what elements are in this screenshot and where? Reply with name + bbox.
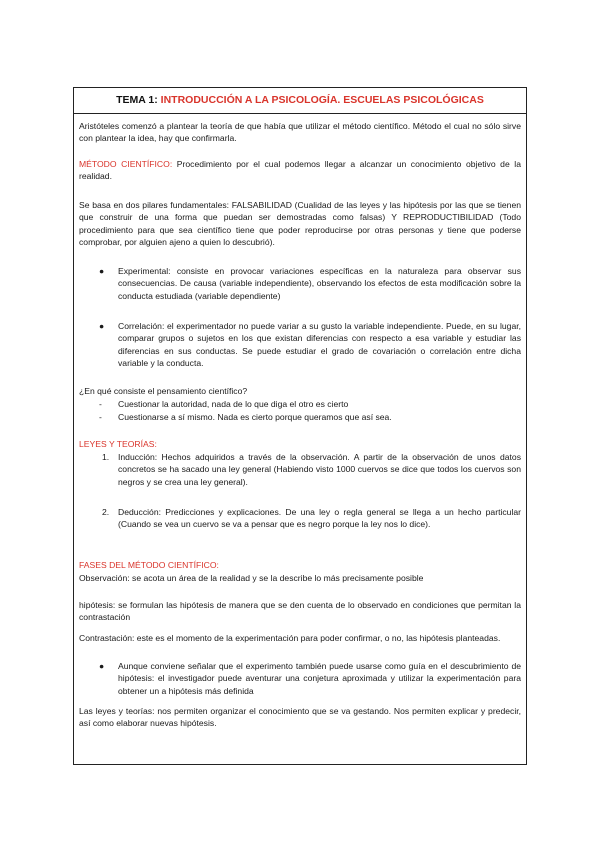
dash-text: Cuestionarse a sí mismo. Nada es cierto porque queramos que así sea. xyxy=(118,412,392,422)
numbered-text: Deducción: Predicciones y explicaciones. De una ley o regla general se llega a un hecho particular (Cuando se vea un cuervo se va a pensar que es negro porque la ley nos lo dice). xyxy=(118,507,521,530)
observacion-paragraph: Observación: se acota un área de la realidad y se la describe lo más precisamente posible xyxy=(79,573,424,583)
page-title: INTRODUCCIÓN A LA PSICOLOGÍA. ESCUELAS PSICOLÓGICAS xyxy=(160,94,484,106)
contrastacion-paragraph: Contrastación: este es el momento de la experimentación para poder confirmar, o no, las hipótesis planteadas. xyxy=(79,633,501,643)
bullet-item xyxy=(79,320,521,370)
metodo-label: MÉTODO CIENTÍFICO: xyxy=(79,159,173,169)
bullet-text: Experimental: consiste en provocar variaciones específicas en la naturaleza para observar sus consecuencias. De causa (variable independiente), observando los efectos de esta modificación sobre la conducta estudiada (variable dependiente) xyxy=(118,266,521,301)
pensamiento-question: ¿En qué consiste el pensamiento científico? xyxy=(79,386,248,396)
numbered-text: Inducción: Hechos adquiridos a través de la observación. A partir de la observación de unos datos concretos se ha sacado una ley general (Habiendo visto 1000 cuervos se dice que todos los cuervos son negros y se crea una ley general). xyxy=(118,452,521,487)
document-frame xyxy=(73,87,527,765)
dash-icon: - xyxy=(99,412,102,422)
dash-text: Cuestionar la autoridad, nada de lo que diga el otro es cierto xyxy=(118,399,349,409)
item-number: 1. xyxy=(102,452,110,462)
numbered-item xyxy=(79,506,521,531)
title-prefix: TEMA 1: xyxy=(116,94,161,106)
conclusion-paragraph: Las leyes y teorías: nos permiten organizar el conocimiento que se va gestando. Nos permiten explicar y predecir, así como elaborar nuevas hipótesis. xyxy=(79,706,521,729)
metodo-paragraph xyxy=(79,158,521,183)
bullet-icon: ● xyxy=(99,266,105,276)
fases-label: FASES DEL MÉTODO CIENTÍFICO: xyxy=(79,560,219,570)
numbered-item xyxy=(79,451,521,488)
bullet-text: Correlación: el experimentador no puede variar a su gusto la variable independiente. Puede, en su lugar, comparar grupos o sujetos en los que existan diferencias con respecto a esa variable y estudiar las diferencias en sus conductas. Se puede estudiar el grado de covariación o correlación entre dicha variable y la conducta. xyxy=(118,321,521,369)
intro-paragraph: Aristóteles comenzó a plantear la teoría de que había que utilizar el método científico. Método el cual no sólo sirve con plantear la idea, hay que confirmarla. xyxy=(79,121,521,144)
item-number: 2. xyxy=(102,507,110,517)
leyes-label: LEYES Y TEORÍAS: xyxy=(79,439,157,449)
bullet-icon: ● xyxy=(99,661,105,671)
bullet-text: Aunque conviene señalar que el experimento también puede usarse como guía en el descubrimiento de hipótesis: el investigador puede aventurar una conjetura aproximada y utilizar la experimentación para obtener un a hipótesis más definida xyxy=(118,661,521,696)
title-row xyxy=(74,88,526,114)
metodo-text: Procedimiento por el cual podemos llegar a alcanzar un conocimiento objetivo de la realidad. xyxy=(79,159,521,182)
bullet-item xyxy=(79,660,521,697)
dash-item xyxy=(79,398,521,410)
bullet-item xyxy=(79,265,521,302)
bullet-icon: ● xyxy=(99,321,105,331)
hipotesis-paragraph: hipótesis: se formulan las hipótesis de manera que se den cuenta de lo observado en condiciones que permitan la contrastación xyxy=(79,600,521,623)
pilares-paragraph: Se basa en dos pilares fundamentales: FALSABILIDAD (Cualidad de las leyes y las hipótesis por las que se tienen que construir de una forma que puedan ser demostradas como falsas) Y REPRODUCTIBILIDAD (Todo procedimiento para que sea científico tiene que poder reproducirse por otras personas y tiene que poderse comprobar, por alguien ajeno a quien lo descubrió). xyxy=(79,200,521,248)
dash-item xyxy=(79,411,521,423)
dash-icon: - xyxy=(99,399,102,409)
